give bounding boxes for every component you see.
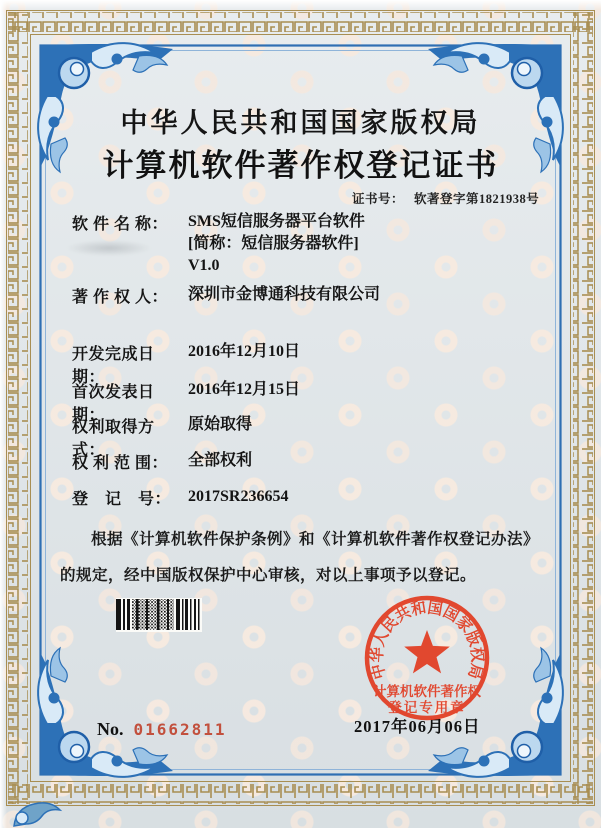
field-label: 开发完成日期： — [72, 346, 155, 386]
field-label: 权利取得方式： — [72, 419, 155, 459]
field-value: 深圳市金博通科技有限公司 — [188, 286, 381, 303]
seal-ring-text: 中华人民共和国国家版权局 — [368, 599, 486, 682]
certificate-number — [352, 189, 539, 207]
field-registration-number — [72, 486, 288, 509]
seal-star-icon — [404, 630, 450, 673]
field-label: 著 作 权 人： — [72, 289, 169, 306]
field-label: 登 记 号： — [72, 491, 172, 508]
field-label: 权 利 范 围： — [72, 455, 169, 472]
certificate-number-value: 软著登字第1821938号 — [414, 192, 540, 206]
software-version: V1.0 — [188, 257, 220, 274]
field-software-name — [72, 211, 365, 277]
underpage-ornament — [8, 788, 88, 828]
serial-number: 01662811 — [133, 720, 227, 739]
field-rights-scope — [72, 450, 252, 473]
field-value: 2016年12月15日 — [188, 381, 301, 398]
seal-line2: 登记专用章 — [388, 700, 466, 715]
seal-date: 2017年06月06日 — [354, 717, 481, 736]
field-value: SMS短信服务器平台软件 [简称：短信服务器软件] V1.0 — [188, 213, 365, 274]
serial-prefix: No. — [97, 719, 124, 739]
authority-title: 中华人民共和国国家版权局 — [120, 108, 481, 138]
field-value: 2016年12月10日 — [188, 343, 301, 360]
barcode-image — [116, 598, 202, 632]
certificate-number-label: 证书号： — [352, 192, 405, 206]
software-short-name: [简称：短信服务器软件] — [188, 235, 359, 252]
serial-number-line — [97, 719, 227, 740]
field-value: 原始取得 — [188, 416, 253, 433]
field-copyright-owner — [72, 284, 380, 307]
field-value: 2017SR236654 — [188, 488, 289, 505]
official-seal — [347, 578, 507, 738]
registration-statement: 根据《计算机软件保护条例》和《计算机软件著作权登记办法》的规定，经中国版权保护中心审核，对以上事项予以登记。 — [60, 531, 540, 584]
field-label: 首次发表日期： — [72, 384, 155, 424]
field-label: 软 件 名 称： — [72, 216, 169, 233]
corner-ornament-bottom-left — [38, 648, 173, 777]
certificate-title: 计算机软件著作权登记证书 — [102, 148, 499, 183]
seal-line1: 计算机软件著作权 — [373, 684, 481, 699]
field-value: 全部权利 — [188, 452, 253, 469]
